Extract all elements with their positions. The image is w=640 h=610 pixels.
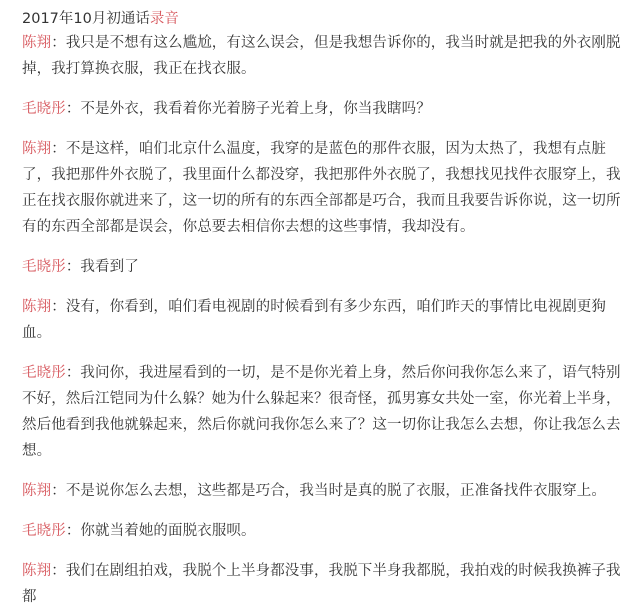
speaker-name: 陈翔	[22, 563, 52, 579]
dialogue-text: 不是这样，咱们北京什么温度，我穿的是蓝色的那件衣服，因为太热了，我想有点脏了，我把那件外衣脱了，我里面什么都没穿，我把那件外衣脱了，我想找见找件衣服穿上，我正在找衣服你就进来了，这一切的所有的东西全部都是巧合，我而且我要告诉你说，这一切所有的东西全部都是误会，你总要去相信你去想的这些事情，我却没有。	[22, 141, 621, 235]
transcript-title	[22, 8, 626, 30]
dialogue-text: 我看到了	[80, 259, 139, 275]
colon: ：	[51, 35, 66, 51]
colon: ：	[65, 259, 81, 275]
title-accent: 录音	[149, 11, 179, 27]
dialogue-paragraph	[22, 360, 626, 464]
speaker-name: 陈翔	[22, 483, 52, 499]
colon: ：	[51, 299, 66, 315]
dialogue-paragraph	[22, 254, 626, 280]
title-text: 2017年10月初通话	[22, 11, 150, 27]
colon: ：	[65, 365, 81, 381]
dialogue-text: 你就当着她的面脱衣服呗。	[80, 523, 256, 539]
dialogue-paragraph	[22, 478, 626, 504]
dialogue-paragraph	[22, 294, 626, 346]
speaker-name: 毛晓彤	[22, 259, 66, 275]
dialogue-text: 不是说你怎么去想，这些都是巧合，我当时是真的脱了衣服，正准备找件衣服穿上。	[65, 483, 607, 499]
dialogue-text: 我们在剧组拍戏，我脱个上半身都没事，我脱下半身我都脱，我拍戏的时候我换裤子我都	[22, 563, 621, 605]
dialogue-paragraph	[22, 558, 626, 610]
colon: ：	[51, 563, 66, 579]
colon: ：	[65, 101, 81, 117]
dialogue-paragraph	[22, 518, 626, 544]
dialogue-paragraph	[22, 96, 626, 122]
dialogue-text: 不是外衣，我看着你光着膀子光着上身，你当我瞎吗？	[80, 101, 431, 117]
speaker-name: 陈翔	[22, 141, 52, 157]
dialogue-text: 我问你，我进屋看到的一切，是不是你光着上身，然后你问我你怎么来了，语气特别不好，然后江铠同为什么躲？她为什么躲起来？很奇怪，孤男寡女共处一室，你光着上半身，然后他看到我他就躲起来，然后你就问我你怎么来了？这一切你让我怎么去想，你让我怎么去想。	[22, 365, 621, 459]
colon: ：	[51, 141, 66, 157]
colon: ：	[65, 523, 81, 539]
dialogue-text: 我只是不想有这么尴尬，有这么误会，但是我想告诉你的，我当时就是把我的外衣刚脱掉，我打算换衣服，我正在找衣服。	[22, 35, 621, 77]
dialogue-text: 没有，你看到，咱们看电视剧的时候看到有多少东西，咱们昨天的事情比电视剧更狗血。	[22, 299, 607, 341]
speaker-name: 毛晓彤	[22, 101, 66, 117]
speaker-name: 陈翔	[22, 35, 52, 51]
speaker-name: 毛晓彤	[22, 365, 66, 381]
speaker-name: 毛晓彤	[22, 523, 66, 539]
speaker-name: 陈翔	[22, 299, 52, 315]
dialogue-paragraph	[22, 136, 626, 240]
colon: ：	[51, 483, 66, 499]
dialogue-paragraph	[22, 30, 626, 82]
